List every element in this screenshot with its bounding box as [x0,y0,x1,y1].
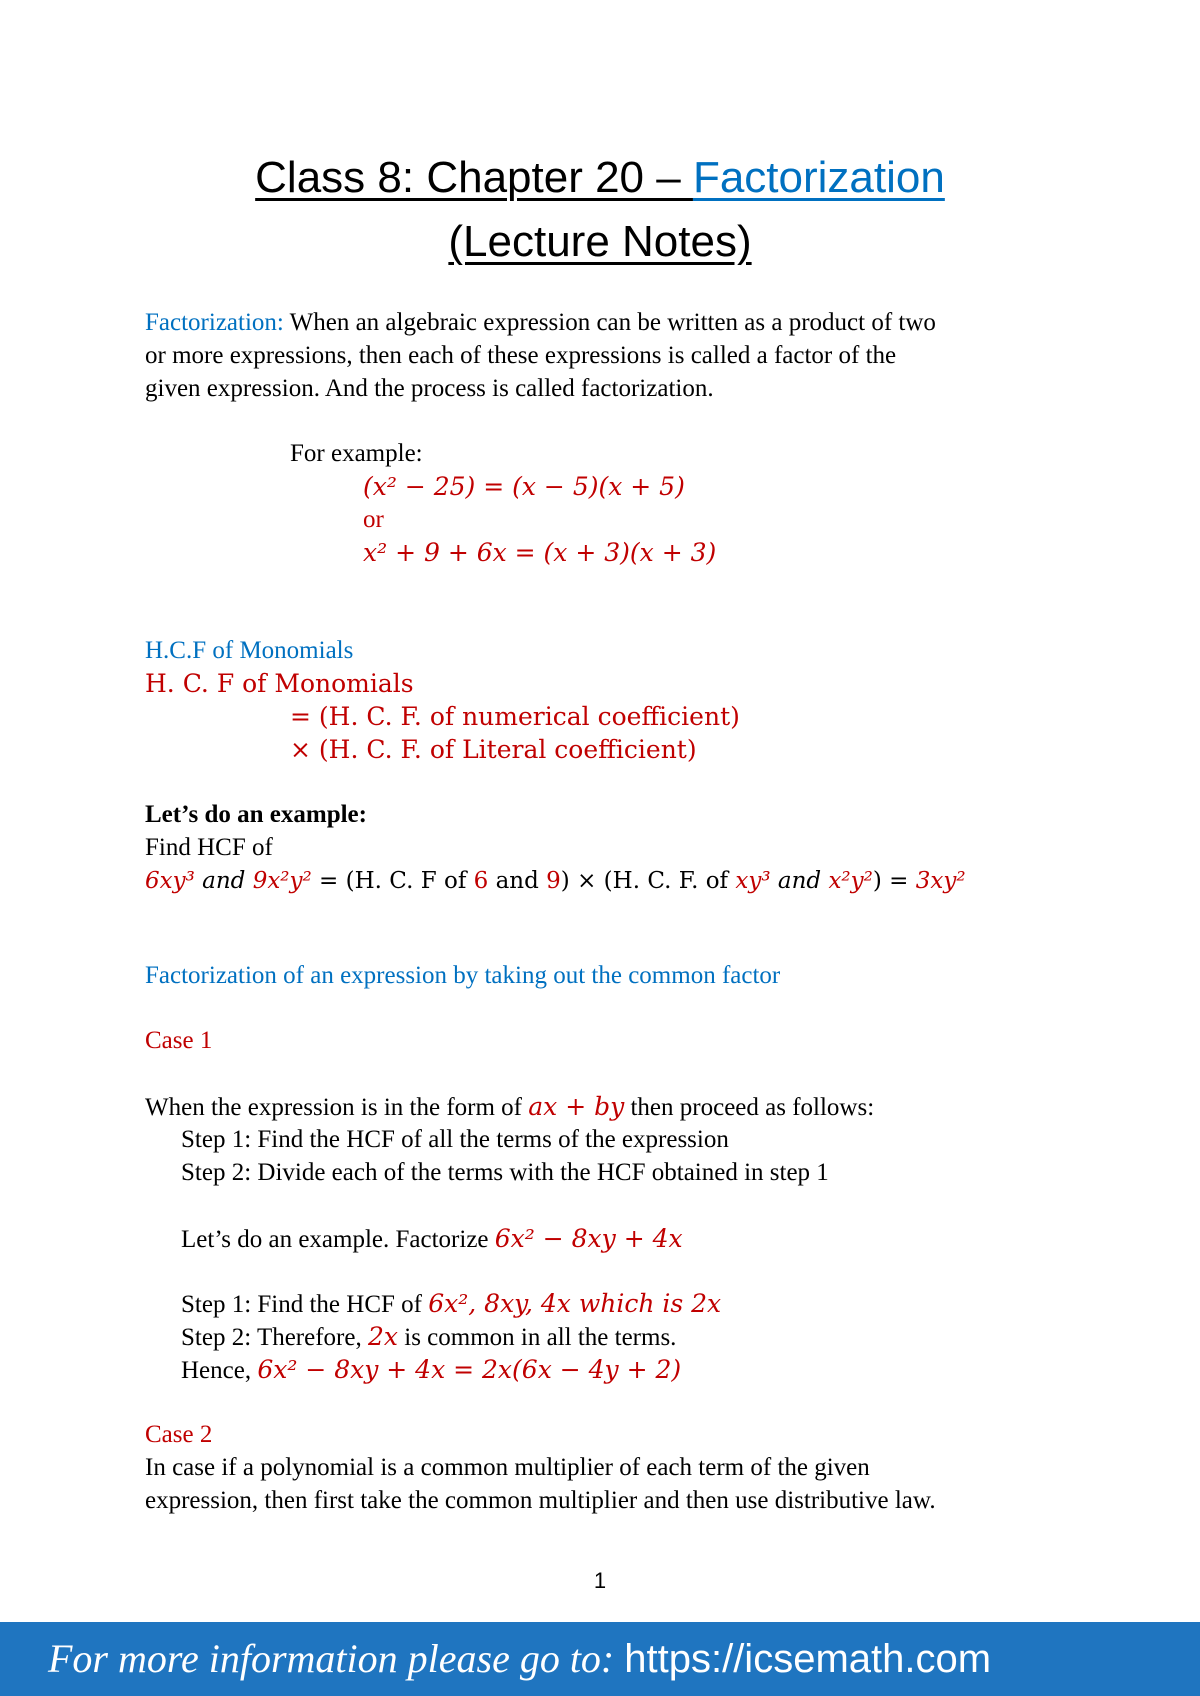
hcf-heading: H.C.F of Monomials [145,637,354,664]
example-equation-2: x² + 9 + 6x = (x + 3)(x + 3) [363,538,717,567]
footer-link[interactable]: https://icsemath.com [624,1637,992,1681]
s1-prefix: Step 1: Find the HCF of [181,1291,429,1318]
hcf-formula-label: H. C. F of Monomials [145,669,414,698]
definition-text-1: When an algebraic expression can be written as a product of two [283,309,936,336]
footer-text [48,1634,991,1684]
definition-term: Factorization: [145,309,284,336]
eq-open: = (H. C. F of [311,868,474,894]
and-3: and [770,868,829,894]
s1-expr: 6x², 8xy, 4x which is 2x [428,1289,722,1318]
solution-step-1 [181,1287,721,1321]
footer-banner [0,1622,1200,1696]
example2-find: Find HCF of [145,834,273,861]
common-factor-heading: Factorization of an expression by taking out the common factor [145,962,781,989]
when-expr: ax + by [528,1092,625,1121]
page-title [0,150,1200,206]
case-1-step-1: Step 1: Find the HCF of all the terms of the expression [181,1126,729,1153]
hence-expr: 6x² − 8xy + 4x = 2x(6x − 4y + 2) [257,1355,682,1384]
example2-intro: Let’s do an example: [145,801,367,828]
lit-a: xy³ [735,868,771,894]
s2-expr: 2x [367,1322,398,1351]
hence-prefix: Hence, [181,1357,258,1384]
case-1-intro [145,1090,874,1124]
case-1-step-2: Step 2: Divide each of the terms with the HCF obtained in step 1 [181,1159,829,1186]
s2-suffix: is common in all the terms. [398,1324,677,1351]
definition-line-2: or more expressions, then each of these expressions is called a factor of the [145,342,897,369]
example2-equation [145,864,966,898]
solution-step-2 [181,1320,676,1354]
factorize-example [181,1222,683,1256]
example-equation-1: (x² − 25) = (x − 5)(x + 5) [363,472,685,501]
lit-b: x²y² [828,868,873,894]
num-6: 6 [473,868,489,894]
and-1: and [194,868,253,894]
factorize-expr: 6x² − 8xy + 4x [494,1224,683,1253]
case-1-label: Case 1 [145,1027,213,1054]
expr-a: 6xy³ [145,868,195,894]
eq-close: ) = [872,868,916,894]
subtitle-text: (Lecture Notes) [448,217,752,266]
page-subtitle [0,214,1200,270]
case-2-label: Case 2 [145,1421,213,1448]
eq-mid: ) × (H. C. F. of [560,868,736,894]
definition-line-3: given expression. And the process is called factorization. [145,375,714,402]
num-9: 9 [546,868,561,894]
s2-prefix: Step 2: Therefore, [181,1324,368,1351]
case-2-line-1: In case if a polynomial is a common multiplier of each term of the given [145,1454,870,1481]
page-number: 1 [593,1568,607,1593]
title-prefix: Class 8: Chapter 20 – [255,153,693,202]
expr-b: 9x²y² [252,868,312,894]
hcf-formula-line-1: = (H. C. F. of numerical coefficient) [290,702,740,731]
title-link[interactable]: Factorization [692,153,945,202]
result: 3xy² [915,868,966,894]
factorize-prefix: Let’s do an example. Factorize [181,1226,495,1253]
example-label: For example: [290,440,423,467]
example-or: or [363,506,384,533]
solution-hence [181,1353,681,1387]
definition-line-1 [145,306,936,339]
when-suffix: then proceed as follows: [624,1094,875,1121]
when-prefix: When the expression is in the form of [145,1094,529,1121]
hcf-formula-line-2: × (H. C. F. of Literal coefficient) [290,735,697,764]
footer-lead: For more information please go to: [48,1636,625,1681]
case-2-line-2: expression, then first take the common multiplier and then use distributive law. [145,1487,936,1514]
and-2: and [488,868,547,894]
